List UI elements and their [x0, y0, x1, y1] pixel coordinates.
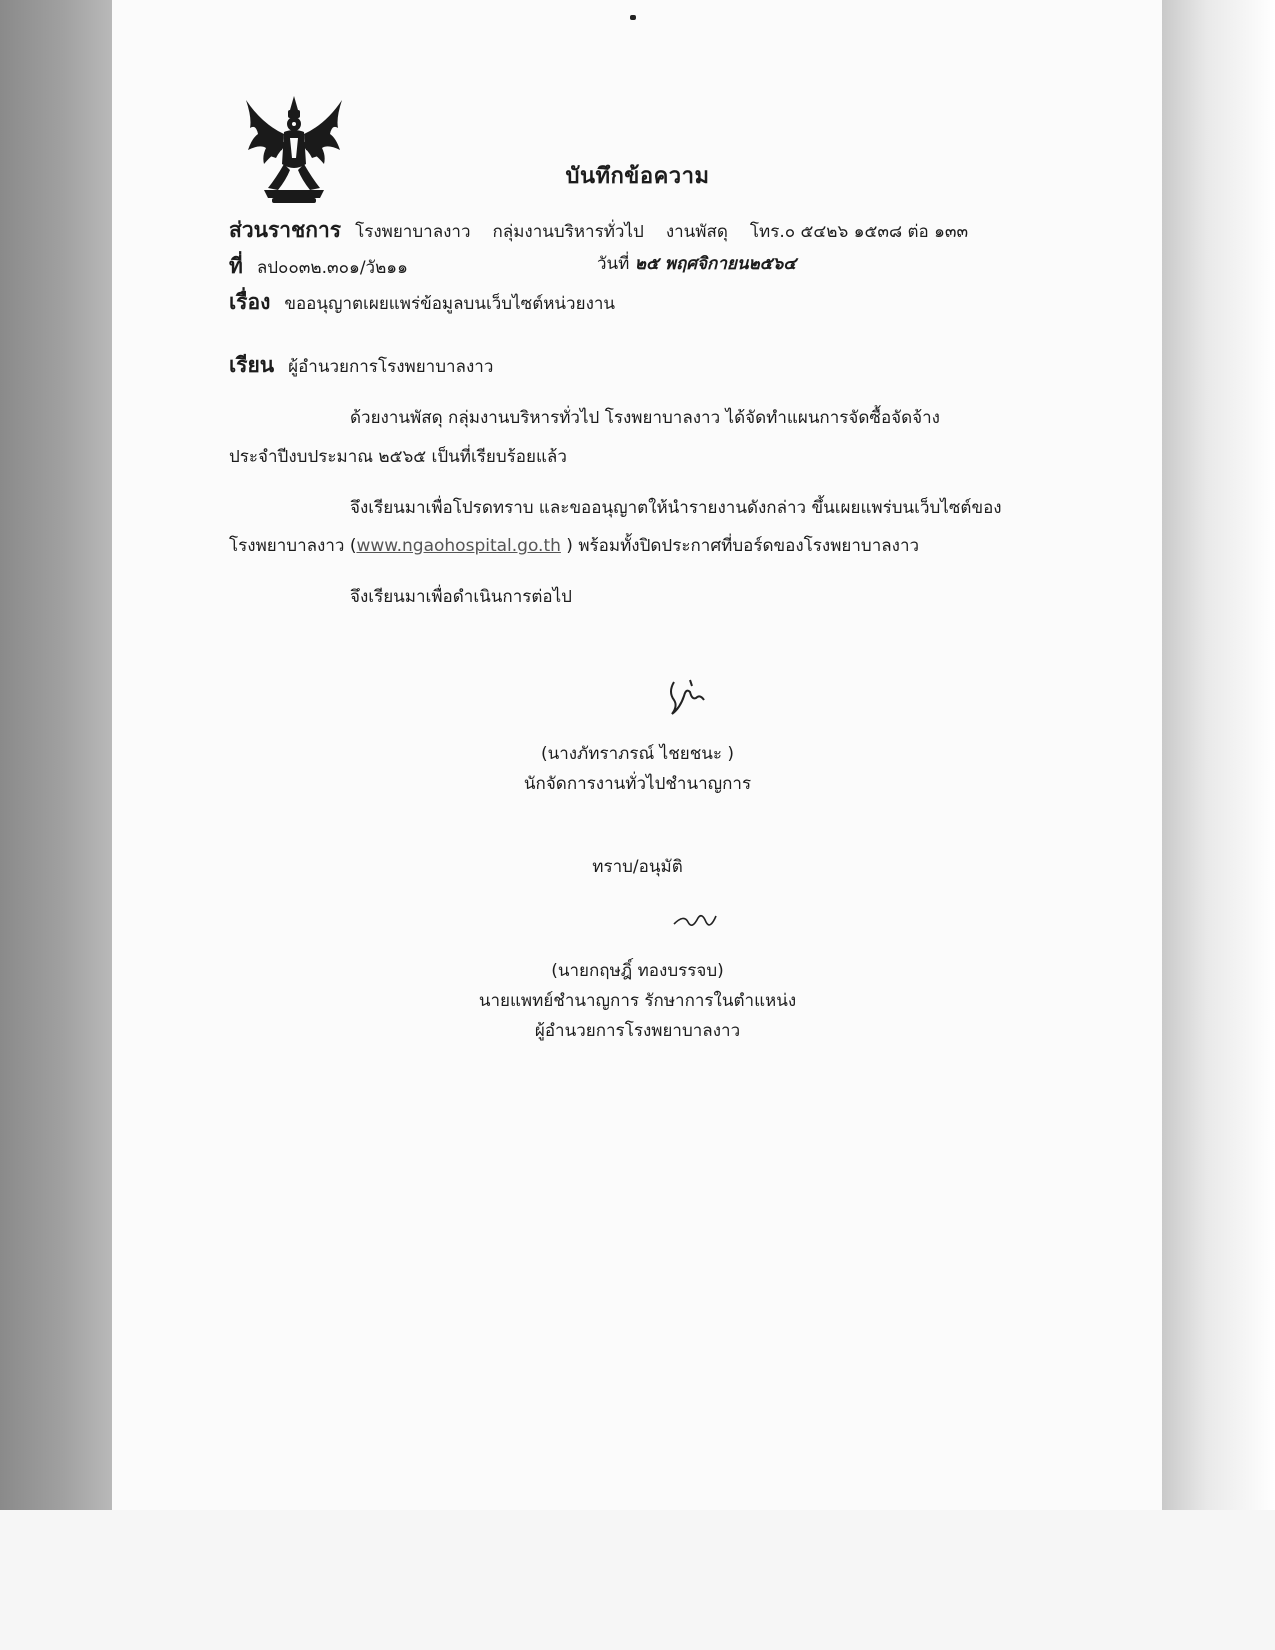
- body-p1-line2: ประจำปีงบประมาณ ๒๕๖๕ เป็นที่เรียบร้อยแล้ว: [229, 447, 567, 467]
- date-label: วันที่: [597, 254, 630, 274]
- signature-2-mark: [670, 908, 720, 936]
- body-p2-line2: [229, 532, 919, 559]
- website-link[interactable]: www.ngaohospital.go.th: [356, 536, 561, 556]
- reference-row: [229, 250, 408, 283]
- memo-title: บันทึกข้อความ: [565, 164, 710, 189]
- division-row: [229, 214, 968, 247]
- signer-2-name: (นายกฤษฎิ์ ทองบรรจบ): [551, 961, 724, 981]
- salutation-label: เรียน: [229, 353, 275, 377]
- division-phone: โทร.๐ ๕๔๒๖ ๑๕๓๘ ต่อ ๑๓๓: [749, 222, 969, 242]
- reference-label: ที่: [229, 254, 243, 278]
- salutation-row: [229, 349, 493, 382]
- body-p1-line1: ด้วยงานพัสดุ กลุ่มงานบริหารทั่วไป โรงพยาบาลงาว ได้จัดทำแผนการจัดซื้อจัดจ้าง: [350, 408, 940, 428]
- signer-2-position-1: นายแพทย์ชำนาญการ รักษาการในตำแหน่ง: [478, 991, 797, 1011]
- body-p2-pre: โรงพยาบาลงาว (: [229, 536, 357, 556]
- salutation-text: ผู้อำนวยการโรงพยาบาลงาว: [288, 357, 494, 377]
- date-value: ๒๕ พฤศจิกายน๒๕๖๔: [634, 254, 797, 274]
- division-unit: งานพัสดุ: [665, 222, 728, 242]
- scan-bottom-area: [0, 1510, 1275, 1650]
- reference-number: ลป๐๐๓๒.๓๐๑/วั๒๑๑: [256, 258, 408, 278]
- division-org: โรงพยาบาลงาว: [355, 222, 471, 242]
- body-p2-post: ) พร้อมทั้งปิดประกาศที่บอร์ดของโรงพยาบาลงาว: [560, 536, 920, 556]
- division-label: ส่วนราชการ: [229, 218, 342, 242]
- signer-2-position-2: ผู้อำนวยการโรงพยาบาลงาว: [534, 1021, 741, 1041]
- approval-text: ทราบ/อนุมัติ: [592, 857, 683, 877]
- division-group: กลุ่มงานบริหารทั่วไป: [492, 222, 644, 242]
- signer-1-name: (นางภัทราภรณ์ ไชยชนะ ): [540, 744, 735, 764]
- subject-label: เรื่อง: [229, 290, 271, 314]
- body-p2-line1: จึงเรียนมาเพื่อโปรดทราบ และขออนุญาตให้นำรายงานดังกล่าว ขึ้นเผยแพร่บนเว็บไซต์ของ: [350, 498, 1002, 518]
- date-row: [597, 250, 796, 277]
- signer-1-position: นักจัดการงานทั่วไปชำนาญการ: [523, 774, 752, 794]
- scan-speck: [630, 15, 636, 20]
- signature-1-mark: [660, 678, 720, 726]
- subject-row: [229, 286, 615, 319]
- subject-text: ขออนุญาตเผยแพร่ข้อมูลบนเว็บไซต์หน่วยงาน: [284, 294, 616, 314]
- body-p3: จึงเรียนมาเพื่อดำเนินการต่อไป: [350, 587, 572, 607]
